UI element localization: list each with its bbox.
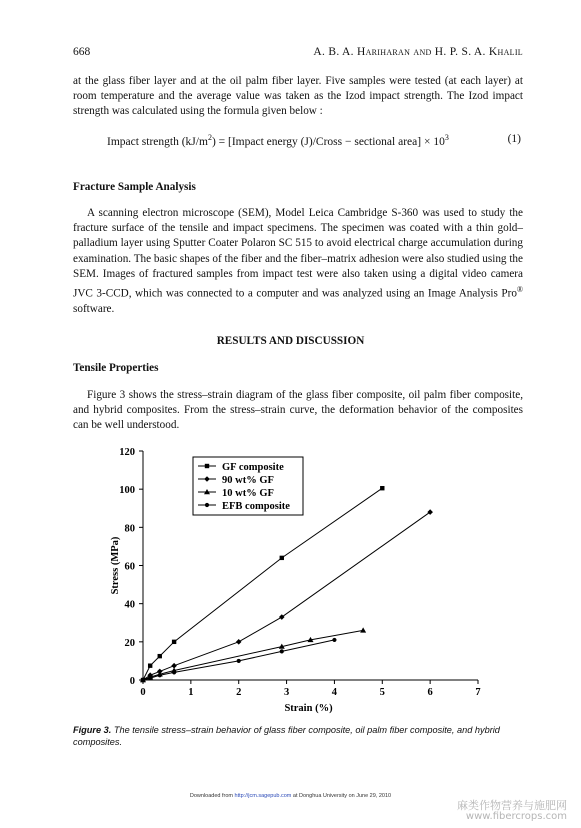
footer-prefix: Downloaded from bbox=[189, 793, 235, 799]
x-tick-label: 5 bbox=[379, 687, 385, 698]
y-tick-label: 0 bbox=[129, 676, 135, 687]
page-number: 668 bbox=[73, 46, 91, 58]
y-tick-label: 60 bbox=[124, 561, 135, 573]
data-point bbox=[280, 556, 284, 560]
data-point bbox=[158, 673, 162, 677]
x-tick-label: 7 bbox=[475, 687, 481, 698]
x-tick-label: 2 bbox=[236, 687, 242, 698]
fracture-text-end: software. bbox=[73, 302, 115, 315]
equation-number: (1) bbox=[507, 133, 521, 145]
footer-link[interactable]: http://jcm.sagepub.com bbox=[234, 793, 292, 799]
x-tick-label: 3 bbox=[283, 687, 290, 698]
watermark-url: www.fibercrops.com bbox=[465, 811, 567, 822]
data-point bbox=[237, 659, 241, 663]
registered-mark: ® bbox=[516, 285, 523, 295]
y-tick-label: 20 bbox=[124, 637, 135, 649]
x-tick-label: 1 bbox=[188, 687, 194, 698]
equation-sup-2: 3 bbox=[444, 133, 449, 142]
heading-tensile-properties: Tensile Properties bbox=[73, 362, 159, 374]
paragraph-tensile: Figure 3 shows the stress–strain diagram of the glass fiber composite, oil palm fiber composite, and hybrid composites. From the stress–strain curve, the deformation behavior of the composites can be well understood. bbox=[73, 389, 523, 432]
y-tick-label: 80 bbox=[124, 523, 135, 535]
data-point bbox=[236, 639, 242, 645]
data-point bbox=[332, 638, 336, 642]
legend-marker bbox=[205, 503, 209, 507]
legend-label: EFB composite bbox=[222, 501, 290, 512]
y-tick-label: 120 bbox=[119, 447, 135, 458]
paragraph-izod: at the glass fiber layer and at the oil palm fiber layer. Five samples were tested (at each layer) at room temperature and the average value was taken as the Izod impact strength. The Izod impact strength was calculated using the formula given below : bbox=[73, 75, 523, 118]
data-point bbox=[172, 670, 176, 674]
equation-sup-1: 2 bbox=[207, 133, 212, 142]
equation-impact-strength bbox=[107, 133, 521, 148]
series-line bbox=[143, 512, 430, 680]
chart-legend bbox=[193, 457, 303, 515]
paragraph-fracture bbox=[73, 206, 523, 317]
y-tick-label: 40 bbox=[124, 599, 135, 611]
legend-marker bbox=[205, 464, 209, 468]
x-tick-label: 0 bbox=[140, 687, 146, 698]
heading-fracture-analysis: Fracture Sample Analysis bbox=[73, 181, 196, 193]
stress-strain-chart bbox=[100, 440, 500, 720]
equation-mid: ) = [Impact energy (J)/Cross − sectional area] × 10 bbox=[211, 135, 445, 148]
x-tick-label: 6 bbox=[427, 687, 433, 698]
caption-text: The tensile stress–strain behavior of glass fiber composite, oil palm fiber composite, and hybrid composites. bbox=[73, 725, 500, 747]
data-point bbox=[172, 640, 176, 644]
x-axis-label: Strain (%) bbox=[284, 703, 333, 714]
watermark-cn: 麻类作物营养与施肥网 bbox=[457, 799, 567, 812]
data-point bbox=[380, 486, 384, 490]
legend-label: 90 wt% GF bbox=[222, 475, 274, 486]
figure-caption bbox=[73, 724, 523, 748]
x-tick-label: 4 bbox=[331, 687, 338, 698]
heading-results-discussion: RESULTS AND DISCUSSION bbox=[216, 335, 365, 347]
footer-suffix: at Donghua University on June 29, 2010 bbox=[291, 793, 392, 799]
equation-lhs: Impact strength (kJ/m bbox=[107, 135, 208, 148]
data-point bbox=[158, 654, 162, 658]
caption-label: Figure 3. bbox=[73, 725, 112, 735]
data-point bbox=[280, 649, 284, 653]
legend-label: GF composite bbox=[222, 462, 284, 473]
data-point bbox=[141, 678, 145, 682]
running-header-authors: A. B. A. Hariharan and H. P. S. A. Khalil bbox=[313, 46, 523, 58]
y-tick-label: 100 bbox=[119, 485, 135, 497]
data-point bbox=[148, 663, 152, 667]
data-point bbox=[360, 627, 366, 632]
data-point bbox=[148, 676, 152, 680]
y-axis-label: Stress (MPa) bbox=[110, 536, 121, 595]
legend-label: 10 wt% GF bbox=[222, 488, 274, 499]
fracture-text: A scanning electron microscope (SEM), Model Leica Cambridge S-360 was used to study the fracture surface of the tensile and impact specimens. The specimen was coated with a thin gold–palladium layer using Sputter Coater Polaron SC 515 to avoid electrical charge accumulation during examination. The basic shapes of the fiber and the fiber–matrix adhesion were also studied using the SEM. Images of fractured samples from impact test were also taken using a digital video camera JVC 3-CCD, which was connected to a computer and was analyzed using an Image Analysis Pro bbox=[73, 207, 523, 300]
chart-series bbox=[140, 486, 433, 683]
series-2 bbox=[140, 509, 433, 683]
